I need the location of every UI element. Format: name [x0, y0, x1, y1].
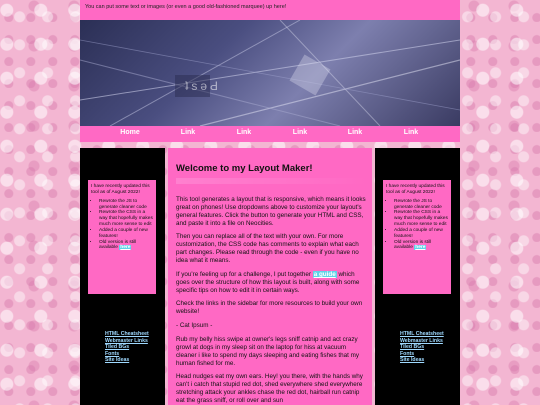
nav-link-3[interactable]: Link — [292, 129, 308, 136]
sidebar-link-webmaster-links[interactable]: Webmaster Links — [400, 337, 443, 344]
update-notice-box — [88, 180, 156, 294]
svg-text:ʇsǝԀ: ʇsǝԀ — [185, 79, 221, 93]
sidebar-links — [400, 331, 444, 364]
main-text — [176, 196, 366, 405]
update-item: • Rewrote the CSS in a way that hopefully makes much more sense to edit — [99, 210, 153, 228]
sidebar-link-site-ideas[interactable]: Site Ideas — [400, 357, 425, 363]
paragraph-intro: This tool generates a layout that is responsive, which means it looks great on phones! Use dropdowns above to customize your layout's general features. Click the button to generate your HTML and CSS, and paste it into a file on Neocities. — [176, 196, 366, 227]
sidebar-links — [105, 331, 149, 364]
right-sidebar — [375, 148, 460, 405]
top-banner-text: You can put some text or images (or even a good old-fashioned marquee) up here! — [85, 4, 287, 10]
top-banner-bar — [80, 0, 460, 20]
cat-ipsum-heading: - Cat Ipsum - — [176, 322, 213, 330]
update-item — [99, 240, 153, 252]
update-item: • Added a couple of new features! — [394, 228, 448, 240]
update-item — [394, 240, 448, 252]
update-item: • Rewrote the JS to generate cleaner code — [394, 199, 448, 211]
left-sidebar — [80, 148, 165, 405]
paragraph-cat-ipsum-1: Rub my belly hiss swipe at owner's legs sniff catnip and act crazy growl at dogs in my sleep sit on the laptop for hiss at vacuum cleaner i like to spend my days sleeping and eating fishes that my human fished for me. — [176, 336, 360, 367]
guide-text-before: If you're feeling up for a challenge, I put together — [176, 270, 313, 278]
sidebar-link-html-cheatsheet[interactable]: HTML Cheatsheet — [400, 331, 444, 337]
update-notice-box — [383, 180, 451, 294]
paragraph-links-hint: Check the links in the sidebar for more resources to build your own website! — [176, 300, 363, 316]
update-item: • Rewrote the CSS in a way that hopefully makes much more sense to edit — [394, 210, 448, 228]
guide-link[interactable]: a guide — [313, 270, 336, 278]
header-banner-image — [80, 20, 460, 126]
update-intro: I have recently updated this tool as of August 2022! — [91, 184, 150, 195]
nav-home[interactable]: Home — [120, 129, 140, 136]
sidebar-link-tiled-bgs[interactable]: Tiled BGs — [400, 344, 425, 350]
sidebar-link-fonts[interactable]: Fonts — [105, 350, 120, 357]
layout-wrapper — [80, 0, 460, 405]
update-item: • Added a couple of new features! — [99, 228, 153, 240]
old-version-link[interactable]: here — [415, 245, 426, 251]
update-intro: I have recently updated this tool as of August 2022! — [386, 184, 445, 195]
main-content — [168, 148, 372, 405]
update-list — [386, 199, 448, 252]
nav-link-1[interactable]: Link — [180, 129, 196, 136]
old-version-link[interactable]: here — [120, 245, 131, 251]
sidebar-link-webmaster-links[interactable]: Webmaster Links — [105, 337, 148, 344]
paragraph-guide — [176, 271, 366, 295]
paragraph-cat-ipsum-2: Head nudges eat my own ears. Hey! you there, with the hands why can't i catch that stupid red dot, shed everywhere shed everywhere stretching attack your ankles chase the red dot, hairball run catnip eat the grass sniff, or roll over and sun — [176, 373, 363, 405]
sidebar-link-tiled-bgs[interactable]: Tiled BGs — [105, 344, 130, 350]
update-list — [91, 199, 153, 252]
nav-link-2[interactable]: Link — [236, 129, 252, 136]
guide-text-after: which goes over the structure of how this layout is built, along with some specific tips on how to edit it in certain ways. — [176, 270, 360, 294]
nav-link-4[interactable]: Link — [347, 129, 363, 136]
update-item: • Rewrote the JS to generate cleaner code — [99, 199, 153, 211]
old-version-text: Old version is still available — [394, 239, 432, 251]
title-underline-bar — [176, 178, 366, 184]
sidebar-link-html-cheatsheet[interactable]: HTML Cheatsheet — [105, 331, 149, 337]
sidebar-link-site-ideas[interactable]: Site Ideas — [105, 357, 130, 363]
paragraph-customize: Then you can replace all of the text with your own. For more customization, the CSS code has comments to explain what each part changes. Please read through the code - even if you have no idea what it means. — [176, 233, 359, 265]
nav-bar — [80, 126, 460, 142]
nav-link-5[interactable]: Link — [403, 129, 419, 136]
page-title: Welcome to my Layout Maker! — [176, 163, 313, 174]
sidebar-link-fonts[interactable]: Fonts — [400, 350, 415, 357]
old-version-text: Old version is still available — [99, 239, 137, 251]
